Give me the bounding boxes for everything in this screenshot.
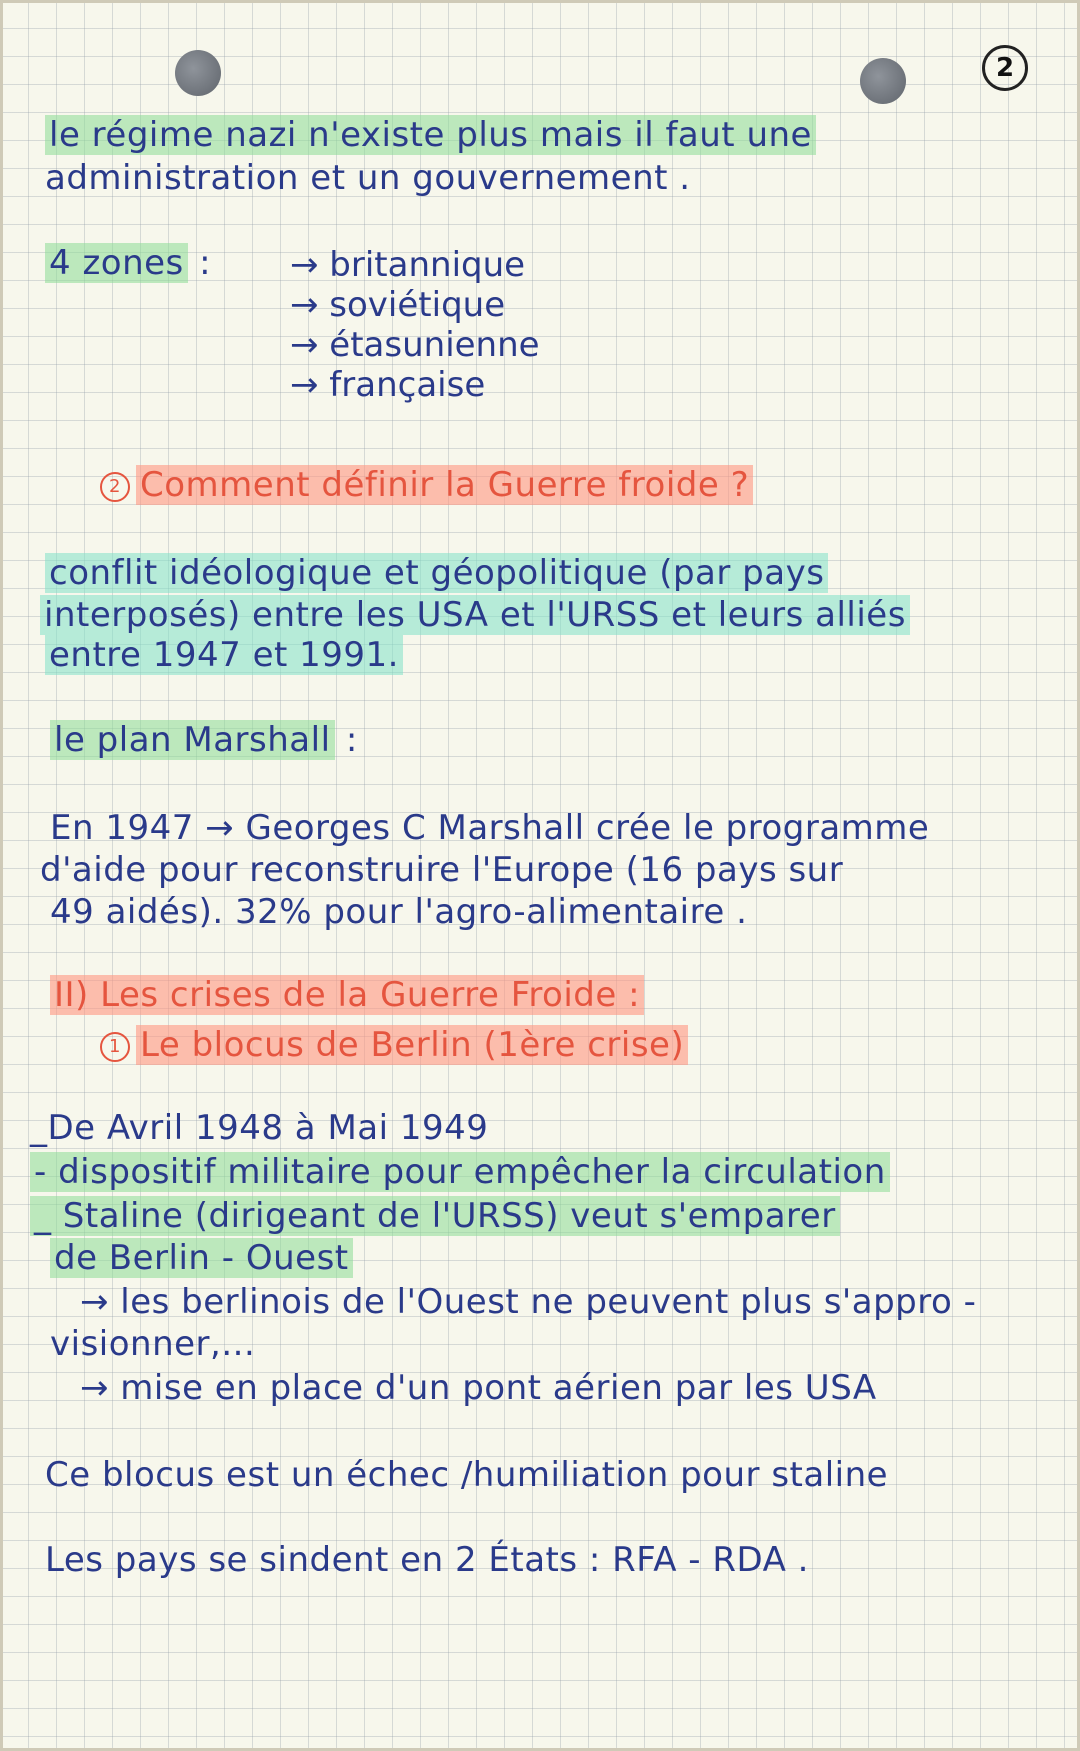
- blocus-text-4: de Berlin - Ouest: [50, 1238, 353, 1278]
- conclusion-text-1: Ce blocus est un échec /humiliation pour staline: [45, 1455, 889, 1495]
- blocus-line-5: → les berlinois de l'Ouest ne peuvent plus s'appro -: [80, 1282, 977, 1322]
- marshall-line-1: En 1947 → Georges C Marshall crée le programme: [50, 808, 930, 848]
- section-2-number: 2: [100, 472, 130, 502]
- definition-text-3: entre 1947 et 1991.: [45, 635, 403, 675]
- definition-line-1: [45, 553, 828, 593]
- blocus-line-6: visionner,...: [50, 1324, 256, 1364]
- blocus-text-1: _De Avril 1948 à Mai 1949: [30, 1108, 489, 1148]
- punch-hole-right: [860, 58, 906, 104]
- part-2-subtitle: [100, 1025, 688, 1065]
- definition-line-2: [40, 595, 910, 635]
- zones-list: [290, 245, 540, 405]
- blocus-line-7: [80, 1368, 877, 1408]
- part-2-sub-title: Le blocus de Berlin (1ère crise): [136, 1025, 688, 1065]
- marshall-colon: :: [345, 720, 358, 760]
- zones-separator: :: [199, 243, 212, 283]
- marshall-line-3: 49 aidés). 32% pour l'agro-alimentaire .: [50, 892, 748, 932]
- intro-line-1: [45, 115, 816, 155]
- marshall-line-2: d'aide pour reconstruire l'Europe (16 pays sur: [40, 850, 844, 890]
- definition-text-2: interposés) entre les USA et l'URSS et leurs alliés: [40, 595, 910, 635]
- part-2-sub-number: 1: [100, 1032, 130, 1062]
- blocus-text-2: - dispositif militaire pour empêcher la circulation: [30, 1152, 890, 1192]
- definition-text-1: conflit idéologique et géopolitique (par pays: [45, 553, 828, 593]
- zone-item: → française: [290, 365, 486, 405]
- conclusion-line-2: [45, 1540, 809, 1580]
- zones-label: 4 zones: [45, 243, 188, 283]
- blocus-text-7: → mise en place d'un pont aérien par les USA: [80, 1368, 877, 1408]
- zones-label-line: [45, 243, 211, 283]
- blocus-line-4: [50, 1238, 353, 1278]
- part-2-title-text: II) Les crises de la Guerre Froide :: [50, 975, 644, 1015]
- zone-item: → britannique: [290, 245, 526, 285]
- conclusion-text-2: Les pays se sindent en 2 États : RFA - RDA .: [45, 1540, 809, 1580]
- marshall-title: le plan Marshall: [50, 720, 335, 760]
- conclusion-line-1: [45, 1455, 888, 1495]
- intro-text-1: le régime nazi n'existe plus mais il faut une: [45, 115, 816, 155]
- blocus-text-3: _ Staline (dirigeant de l'URSS) veut s'emparer: [30, 1196, 840, 1236]
- page-number: 2: [982, 45, 1028, 91]
- section-2-heading: [100, 465, 753, 505]
- zone-item: → étasunienne: [290, 325, 540, 365]
- intro-line-2: administration et un gouvernement .: [45, 158, 691, 198]
- part-2-title: [50, 975, 644, 1015]
- blocus-line-1: [30, 1108, 488, 1148]
- zone-item: → soviétique: [290, 285, 506, 325]
- blocus-line-3: [30, 1196, 840, 1236]
- punch-hole-left: [175, 50, 221, 96]
- blocus-line-2: [30, 1152, 890, 1192]
- definition-line-3: [45, 635, 403, 675]
- section-2-title: Comment définir la Guerre froide ?: [136, 465, 753, 505]
- marshall-title-line: [50, 720, 358, 760]
